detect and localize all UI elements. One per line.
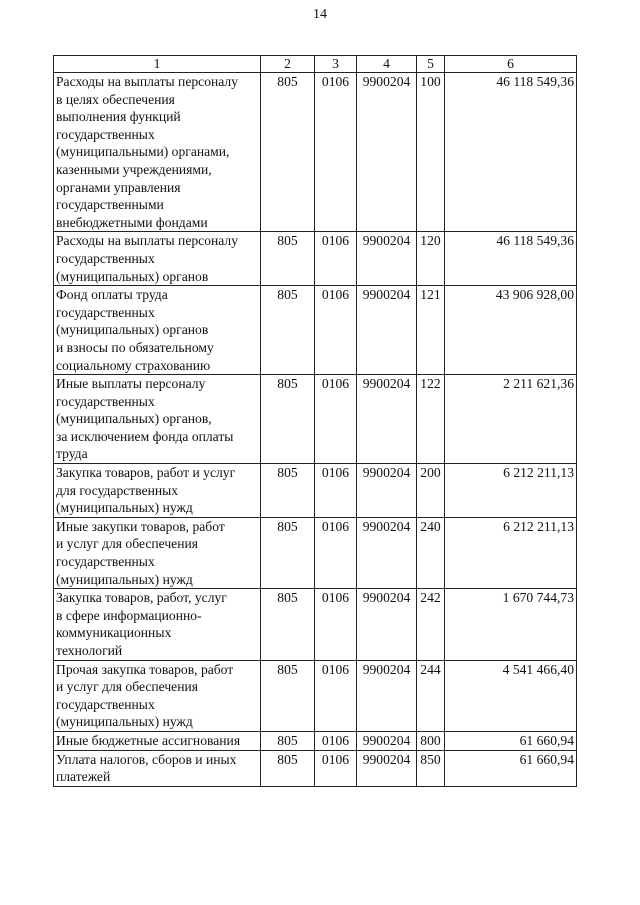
row-amount-cell: 46 118 549,36 xyxy=(445,232,577,286)
budget-table xyxy=(53,55,577,787)
row-col4-cell: 9900204 xyxy=(357,750,417,786)
row-col3-cell: 0106 xyxy=(315,73,357,232)
row-col3-cell: 0106 xyxy=(315,731,357,750)
table-row xyxy=(54,731,577,750)
column-header: 5 xyxy=(417,56,445,73)
row-col3-cell: 0106 xyxy=(315,750,357,786)
row-col5-cell: 850 xyxy=(417,750,445,786)
row-col5-cell: 240 xyxy=(417,517,445,588)
row-col2-cell: 805 xyxy=(261,73,315,232)
row-amount-cell: 61 660,94 xyxy=(445,731,577,750)
row-col5-cell: 120 xyxy=(417,232,445,286)
row-col5-cell: 800 xyxy=(417,731,445,750)
row-col2-cell: 805 xyxy=(261,660,315,731)
row-name-cell: Закупка товаров, работ, услуг в сфере информационно- коммуникационных технологий xyxy=(54,589,261,660)
table-row xyxy=(54,660,577,731)
row-col4-cell: 9900204 xyxy=(357,375,417,464)
row-col2-cell: 805 xyxy=(261,731,315,750)
row-amount-cell: 6 212 211,13 xyxy=(445,464,577,518)
row-name-cell: Расходы на выплаты персоналу в целях обеспечения выполнения функций государственных (муниципальными) органами, казенными учреждениями, органами управления государственными внебюджетными фондами xyxy=(54,73,261,232)
row-amount-cell: 1 670 744,73 xyxy=(445,589,577,660)
table-row xyxy=(54,517,577,588)
row-col2-cell: 805 xyxy=(261,232,315,286)
row-amount-cell: 61 660,94 xyxy=(445,750,577,786)
row-col5-cell: 121 xyxy=(417,286,445,375)
row-col4-cell: 9900204 xyxy=(357,731,417,750)
row-col5-cell: 122 xyxy=(417,375,445,464)
table-row xyxy=(54,375,577,464)
column-header: 4 xyxy=(357,56,417,73)
row-col2-cell: 805 xyxy=(261,286,315,375)
table-row xyxy=(54,589,577,660)
row-col2-cell: 805 xyxy=(261,750,315,786)
row-amount-cell: 6 212 211,13 xyxy=(445,517,577,588)
table-body xyxy=(54,73,577,787)
table-row xyxy=(54,73,577,232)
row-col3-cell: 0106 xyxy=(315,517,357,588)
row-col5-cell: 242 xyxy=(417,589,445,660)
row-col4-cell: 9900204 xyxy=(357,517,417,588)
row-amount-cell: 46 118 549,36 xyxy=(445,73,577,232)
row-amount-cell: 4 541 466,40 xyxy=(445,660,577,731)
table-row xyxy=(54,464,577,518)
row-name-cell: Фонд оплаты труда государственных (муниципальных) органов и взносы по обязательному социальному страхованию xyxy=(54,286,261,375)
table-row xyxy=(54,750,577,786)
column-header: 1 xyxy=(54,56,261,73)
table-row xyxy=(54,232,577,286)
row-col4-cell: 9900204 xyxy=(357,232,417,286)
row-name-cell: Закупка товаров, работ и услуг для государственных (муниципальных) нужд xyxy=(54,464,261,518)
row-name-cell: Иные бюджетные ассигнования xyxy=(54,731,261,750)
column-header: 2 xyxy=(261,56,315,73)
row-col5-cell: 244 xyxy=(417,660,445,731)
row-col2-cell: 805 xyxy=(261,464,315,518)
page-number: 14 xyxy=(313,7,327,22)
row-col5-cell: 200 xyxy=(417,464,445,518)
row-col3-cell: 0106 xyxy=(315,375,357,464)
row-col3-cell: 0106 xyxy=(315,589,357,660)
row-col3-cell: 0106 xyxy=(315,660,357,731)
row-col3-cell: 0106 xyxy=(315,232,357,286)
row-col4-cell: 9900204 xyxy=(357,286,417,375)
row-name-cell: Прочая закупка товаров, работ и услуг для обеспечения государственных (муниципальных) нужд xyxy=(54,660,261,731)
table-header-row xyxy=(54,56,577,73)
row-name-cell: Иные выплаты персоналу государственных (муниципальных) органов, за исключением фонда оплаты труда xyxy=(54,375,261,464)
row-amount-cell: 43 906 928,00 xyxy=(445,286,577,375)
row-col3-cell: 0106 xyxy=(315,464,357,518)
row-amount-cell: 2 211 621,36 xyxy=(445,375,577,464)
column-header: 6 xyxy=(445,56,577,73)
column-header: 3 xyxy=(315,56,357,73)
table-row xyxy=(54,286,577,375)
row-name-cell: Иные закупки товаров, работ и услуг для обеспечения государственных (муниципальных) нужд xyxy=(54,517,261,588)
row-col5-cell: 100 xyxy=(417,73,445,232)
row-name-cell: Уплата налогов, сборов и иных платежей xyxy=(54,750,261,786)
row-col2-cell: 805 xyxy=(261,517,315,588)
row-col4-cell: 9900204 xyxy=(357,589,417,660)
row-col2-cell: 805 xyxy=(261,589,315,660)
row-name-cell: Расходы на выплаты персоналу государственных (муниципальных) органов xyxy=(54,232,261,286)
row-col4-cell: 9900204 xyxy=(357,73,417,232)
row-col4-cell: 9900204 xyxy=(357,660,417,731)
row-col3-cell: 0106 xyxy=(315,286,357,375)
row-col4-cell: 9900204 xyxy=(357,464,417,518)
row-col2-cell: 805 xyxy=(261,375,315,464)
